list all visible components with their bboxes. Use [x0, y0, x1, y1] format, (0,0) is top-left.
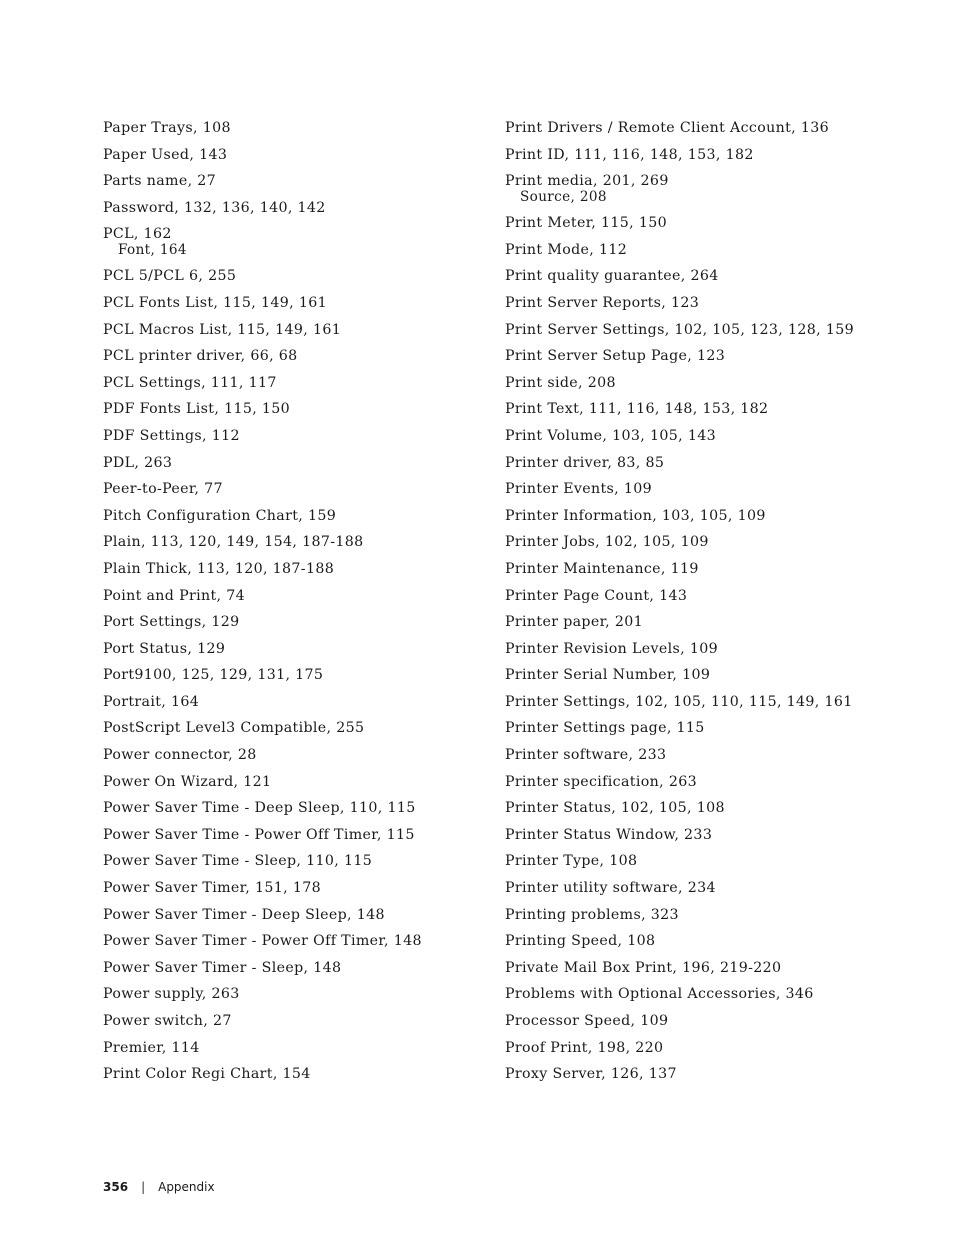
index-entry — [505, 639, 935, 659]
index-entry-text: Power Saver Timer - Sleep, 148 — [103, 959, 342, 976]
index-entry — [103, 772, 493, 792]
index-entry-text: Printer Maintenance, 119 — [505, 560, 699, 577]
index-entry — [505, 905, 935, 925]
index-entry — [103, 586, 493, 606]
index-entry-text: Parts name, 27 — [103, 173, 217, 190]
index-entry-text: Power Saver Time - Deep Sleep, 110, 115 — [103, 800, 416, 817]
index-entry — [103, 399, 493, 419]
index-entry — [505, 399, 935, 419]
index-entry-text: Printing problems, 323 — [505, 906, 679, 923]
index-entry-text: Printer Serial Number, 109 — [505, 667, 711, 684]
index-subentry-text: Font, 164 — [118, 242, 187, 259]
page-footer — [103, 1180, 215, 1194]
index-entry — [103, 931, 493, 951]
index-entry-text: PDL, 263 — [103, 454, 173, 471]
index-entry-text: Power Saver Time - Sleep, 110, 115 — [103, 853, 373, 870]
index-column-left — [103, 118, 493, 1091]
index-entry-text: Printer specification, 263 — [505, 773, 697, 790]
index-entry — [103, 639, 493, 659]
index-entry-text: Power supply, 263 — [103, 986, 240, 1003]
index-entry-text: Print Text, 111, 116, 148, 153, 182 — [505, 401, 769, 418]
index-entry — [103, 905, 493, 925]
index-entry — [505, 958, 935, 978]
index-entry-text: Print Server Reports, 123 — [505, 294, 700, 311]
index-entry — [505, 745, 935, 765]
index-entry-text: Peer-to-Peer, 77 — [103, 481, 223, 498]
index-entry — [103, 532, 493, 552]
index-entry — [103, 224, 493, 259]
index-entry-text: Port Status, 129 — [103, 640, 226, 657]
index-entry — [505, 171, 935, 206]
index-entry-text: Print Meter, 115, 150 — [505, 215, 668, 232]
index-entry-text: Print Color Regi Chart, 154 — [103, 1066, 311, 1083]
footer-separator: | — [141, 1180, 146, 1194]
index-entry-text: Plain, 113, 120, 149, 154, 187-188 — [103, 534, 364, 551]
index-entry — [505, 612, 935, 632]
index-entry-text: Print Volume, 103, 105, 143 — [505, 427, 716, 444]
index-entry — [103, 1064, 493, 1084]
index-entry-text: Print Drivers / Remote Client Account, 136 — [505, 120, 829, 136]
index-entry — [103, 506, 493, 526]
index-entry — [103, 320, 493, 340]
index-entry — [505, 718, 935, 738]
index-entry-text: Power switch, 27 — [103, 1013, 232, 1029]
index-entry-text: Printing Speed, 108 — [505, 933, 656, 950]
index-entry-text: Printer Information, 103, 105, 109 — [505, 507, 766, 524]
index-entry — [103, 958, 493, 978]
index-entry-text: Power Saver Timer - Deep Sleep, 148 — [103, 906, 385, 923]
index-entry — [505, 798, 935, 818]
index-entry-text: Proxy Server, 126, 137 — [505, 1066, 677, 1083]
index-entry-text: PCL Fonts List, 115, 149, 161 — [103, 294, 327, 311]
index-entry-text: Print media, 201, 269 — [505, 173, 669, 190]
index-entry-text: Printer Page Count, 143 — [505, 587, 688, 604]
index-entry — [103, 851, 493, 871]
index-entry — [505, 559, 935, 579]
index-entry — [505, 586, 935, 606]
index-entry-text: Print side, 208 — [505, 374, 616, 391]
index-entry-text: Paper Used, 143 — [103, 146, 228, 163]
index-entry-text: Private Mail Box Print, 196, 219-220 — [505, 959, 782, 976]
index-entry-text: Printer Jobs, 102, 105, 109 — [505, 534, 709, 551]
index-entry — [103, 171, 493, 191]
index-entry — [505, 772, 935, 792]
index-entry-text: PDF Settings, 112 — [103, 427, 240, 444]
index-entry — [103, 559, 493, 579]
index-entry — [103, 373, 493, 393]
index-entry — [505, 665, 935, 685]
index-entry — [505, 506, 935, 526]
index-entry — [103, 878, 493, 898]
index-entry-text: Processor Speed, 109 — [505, 1013, 669, 1029]
footer-section-title: Appendix — [158, 1180, 215, 1194]
index-entry — [505, 373, 935, 393]
index-entry — [103, 266, 493, 286]
index-entry-text: Point and Print, 74 — [103, 587, 246, 604]
index-entry-text: Printer Events, 109 — [505, 481, 653, 498]
index-entry-text: Printer driver, 83, 85 — [505, 454, 665, 471]
index-entry — [505, 825, 935, 845]
index-entry — [103, 426, 493, 446]
index-entry — [103, 798, 493, 818]
index-entry — [103, 453, 493, 473]
index-entry — [505, 266, 935, 286]
index-entry — [103, 1011, 493, 1031]
index-entry — [505, 346, 935, 366]
index-entry-text: Power Saver Timer - Power Off Timer, 148 — [103, 933, 422, 950]
index-entry — [103, 346, 493, 366]
index-entry — [505, 426, 935, 446]
index-entry-text: Print Server Setup Page, 123 — [505, 348, 726, 365]
index-entry-text: PCL 5/PCL 6, 255 — [103, 268, 237, 285]
index-entry — [505, 293, 935, 313]
index-entry — [103, 825, 493, 845]
index-entry-text: Printer Revision Levels, 109 — [505, 640, 718, 657]
index-entry-text: Premier, 114 — [103, 1039, 200, 1056]
index-entry — [103, 984, 493, 1004]
index-entry-text: Printer Settings page, 115 — [505, 720, 705, 737]
index-entry — [505, 479, 935, 499]
index-entry — [505, 213, 935, 233]
index-entry — [103, 198, 493, 218]
index-entry — [103, 118, 493, 138]
index-entry-text: Proof Print, 198, 220 — [505, 1039, 664, 1056]
page-number: 356 — [103, 1180, 129, 1194]
index-entry — [103, 479, 493, 499]
index-entry — [103, 745, 493, 765]
index-entry-text: Print quality guarantee, 264 — [505, 268, 719, 285]
index-entry — [505, 851, 935, 871]
index-entry — [103, 718, 493, 738]
index-entry-text: Print Mode, 112 — [505, 241, 628, 258]
index-column-right — [505, 118, 935, 1091]
index-entry-text: PCL printer driver, 66, 68 — [103, 348, 298, 365]
index-entry-text: Pitch Configuration Chart, 159 — [103, 507, 337, 524]
index-entry — [505, 118, 935, 138]
index-entry — [505, 931, 935, 951]
index-entry-text: PCL Settings, 111, 117 — [103, 374, 277, 391]
index-entry-text: PostScript Level3 Compatible, 255 — [103, 720, 365, 737]
index-entry-text: Printer utility software, 234 — [505, 880, 716, 897]
index-entry — [505, 984, 935, 1004]
index-entry-text: Plain Thick, 113, 120, 187-188 — [103, 560, 335, 577]
index-entry-text: PCL Macros List, 115, 149, 161 — [103, 321, 342, 338]
index-entry-text: Printer software, 233 — [505, 747, 667, 764]
index-entry-text: Printer paper, 201 — [505, 614, 644, 631]
index-entry-text: Power On Wizard, 121 — [103, 773, 272, 790]
index-entry-text: Power connector, 28 — [103, 747, 257, 764]
index-entry — [505, 145, 935, 165]
index-entry-text: Paper Trays, 108 — [103, 120, 231, 136]
index-entry-text: Printer Status Window, 233 — [505, 826, 713, 843]
index-entry-text: Power Saver Time - Power Off Timer, 115 — [103, 826, 415, 843]
index-entry — [505, 240, 935, 260]
index-entry — [505, 1011, 935, 1031]
index-entry-text: PDF Fonts List, 115, 150 — [103, 401, 291, 418]
index-entry-text: Password, 132, 136, 140, 142 — [103, 199, 326, 216]
index-subentry-text: Source, 208 — [520, 189, 607, 206]
index-entry-text: PCL, 162 — [103, 226, 172, 243]
index-entry — [103, 1038, 493, 1058]
index-entry-text: Printer Status, 102, 105, 108 — [505, 800, 725, 817]
index-entry — [505, 692, 935, 712]
index-entry — [103, 612, 493, 632]
index-entry-text: Print Server Settings, 102, 105, 123, 128, 159 — [505, 321, 854, 338]
index-entry — [505, 1064, 935, 1084]
index-entry — [103, 692, 493, 712]
index-entry-text: Problems with Optional Accessories, 346 — [505, 986, 814, 1003]
index-entry-text: Printer Settings, 102, 105, 110, 115, 149, 161 — [505, 693, 853, 710]
index-entry-text: Print ID, 111, 116, 148, 153, 182 — [505, 146, 754, 163]
index-entry — [505, 1038, 935, 1058]
index-entry-text: Port Settings, 129 — [103, 614, 240, 631]
index-entry-text: Power Saver Timer, 151, 178 — [103, 880, 321, 897]
index-entry — [103, 145, 493, 165]
index-entry — [505, 320, 935, 340]
index-entry-text: Port9100, 125, 129, 131, 175 — [103, 667, 324, 684]
index-entry-text: Portrait, 164 — [103, 693, 200, 710]
index-entry — [505, 878, 935, 898]
index-entry — [505, 532, 935, 552]
index-entry-text: Printer Type, 108 — [505, 853, 638, 870]
index-entry — [103, 293, 493, 313]
index-entry — [103, 665, 493, 685]
index-entry — [505, 453, 935, 473]
